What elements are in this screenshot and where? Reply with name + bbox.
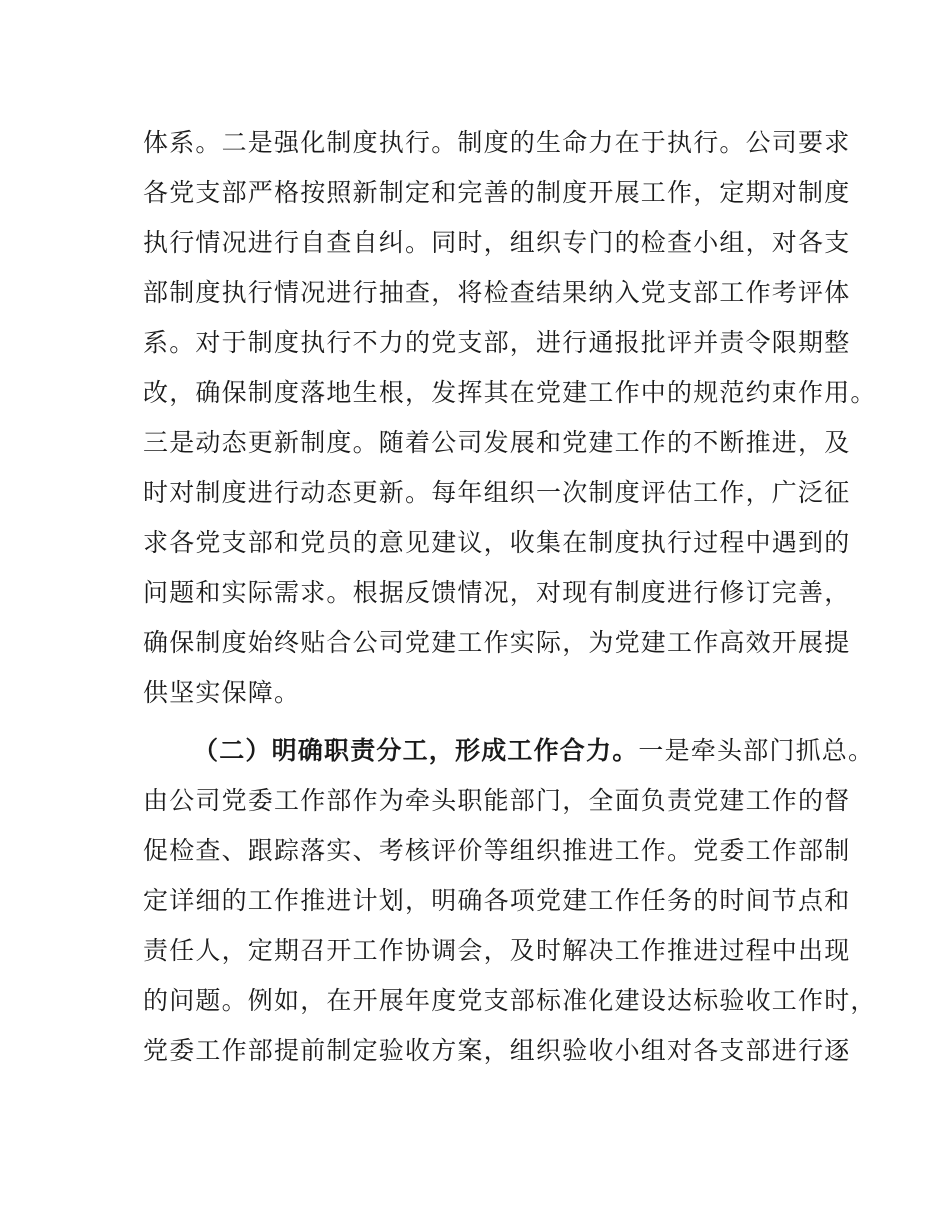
paragraph1-line-4: 部制度执行情况进行抽查，将检查结果纳入党支部工作考评体 <box>143 278 851 307</box>
paragraph1-line-5: 系。对于制度执行不力的党支部，进行通报批评并责令限期整 <box>143 328 851 357</box>
paragraph2-first-line-rest: 一是牵头部门抓总。 <box>638 736 875 765</box>
paragraph2-line-3: 促检查、跟踪落实、考核评价等组织推进工作。党委工作部制 <box>143 836 851 865</box>
paragraph1-line-7: 三是动态更新制度。随着公司发展和党建工作的不断推进，及 <box>143 428 851 457</box>
paragraph1-line-2: 各党支部严格按照新制定和完善的制度开展工作，定期对制度 <box>143 178 851 207</box>
paragraph2-first-line <box>193 734 874 767</box>
paragraph2-line-2: 由公司党委工作部作为牵头职能部门，全面负责党建工作的督 <box>143 786 851 815</box>
paragraph1-line-6: 改，确保制度落地生根，发挥其在党建工作中的规范约束作用。 <box>143 378 877 407</box>
paragraph1-line-8: 时对制度进行动态更新。每年组织一次制度评估工作，广泛征 <box>143 478 851 507</box>
paragraph1-line-3: 执行情况进行自查自纠。同时，组织专门的检查小组，对各支 <box>143 228 851 257</box>
paragraph1-line-9: 求各党支部和党员的意见建议，收集在制度执行过程中遇到的 <box>143 528 851 557</box>
paragraph1-line-12: 供坚实保障。 <box>143 678 301 707</box>
paragraph2-line-6: 的问题。例如，在开展年度党支部标准化建设达标验收工作时， <box>143 986 877 1015</box>
paragraph1-line-1: 体系。二是强化制度执行。制度的生命力在于执行。公司要求 <box>143 128 851 157</box>
section-heading: （二）明确职责分工，形成工作合力。 <box>193 736 639 765</box>
paragraph1-line-10: 问题和实际需求。根据反馈情况，对现有制度进行修订完善， <box>143 578 851 607</box>
paragraph1-line-11: 确保制度始终贴合公司党建工作实际，为党建工作高效开展提 <box>143 628 851 657</box>
paragraph2-line-4: 定详细的工作推进计划，明确各项党建工作任务的时间节点和 <box>143 886 851 915</box>
paragraph2-line-7: 党委工作部提前制定验收方案，组织验收小组对各支部进行逐 <box>143 1036 851 1065</box>
paragraph2-line-5: 责任人，定期召开工作协调会，及时解决工作推进过程中出现 <box>143 936 851 965</box>
